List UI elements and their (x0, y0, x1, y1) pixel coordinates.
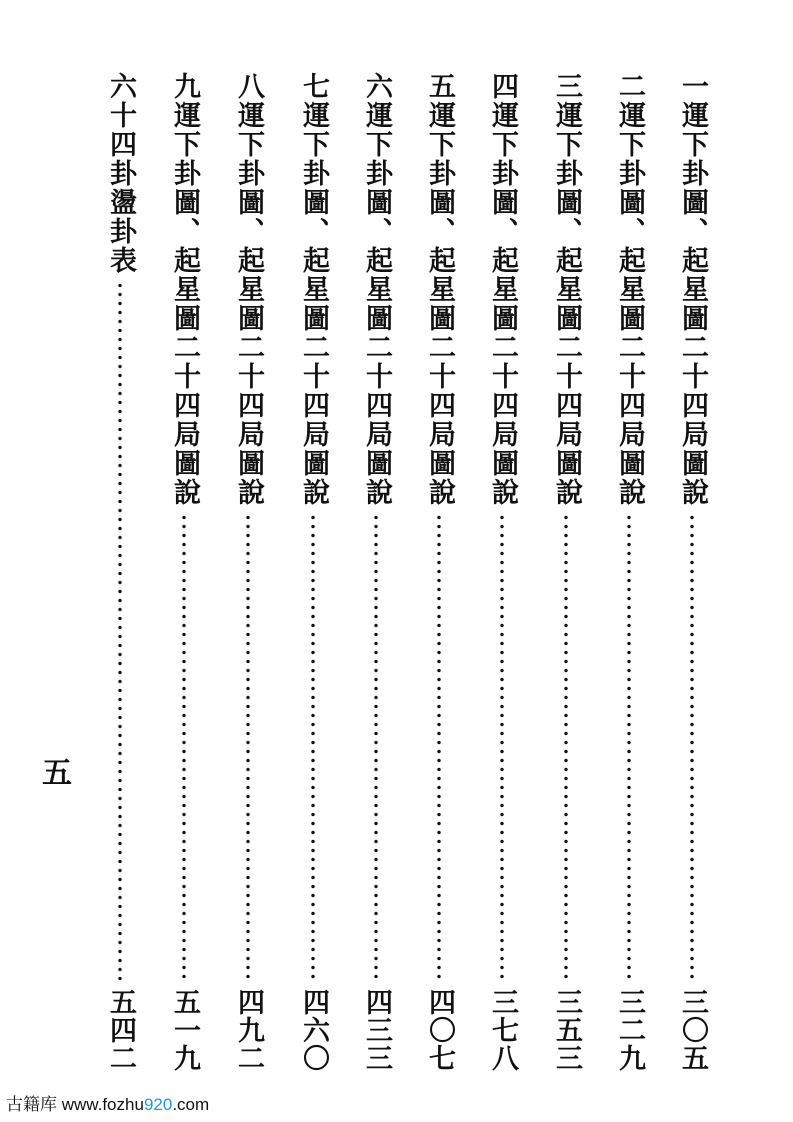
entry-page-number: 五四二 (105, 988, 136, 1072)
entry-title: 四運下卦圖、起星圖二十四局圖說 (487, 72, 518, 507)
toc-entry[interactable] (674, 72, 710, 1072)
leader-dots (181, 513, 187, 982)
entry-title: 八運下卦圖、起星圖二十四局圖說 (233, 72, 264, 507)
entry-title: 七運下卦圖、起星圖二十四局圖說 (298, 72, 329, 507)
entry-page-number: 三七八 (487, 988, 518, 1072)
entry-title: 六十四卦盪卦表 (105, 72, 136, 275)
leader-dots (436, 513, 442, 982)
page-folio-number: 五 (42, 756, 72, 791)
toc-entry[interactable] (102, 72, 138, 1072)
toc-entry[interactable] (358, 72, 394, 1072)
entry-title: 六運下卦圖、起星圖二十四局圖說 (361, 72, 392, 507)
entry-page-number: 三〇五 (677, 988, 708, 1072)
site-watermark (6, 1090, 209, 1115)
entry-page-number: 四九二 (233, 988, 264, 1072)
entry-page-number: 四六〇 (298, 988, 329, 1072)
toc-entry[interactable] (230, 72, 266, 1072)
toc-entry[interactable] (295, 72, 331, 1072)
leader-dots (563, 513, 569, 982)
leader-dots (626, 513, 632, 982)
entry-title: 九運下卦圖、起星圖二十四局圖說 (169, 72, 200, 507)
watermark-suffix: .com (172, 1095, 210, 1114)
leader-dots (689, 513, 695, 982)
leader-dots (117, 281, 123, 982)
entry-page-number: 三二九 (614, 988, 645, 1072)
leader-dots (310, 513, 316, 982)
leader-dots (373, 513, 379, 982)
toc-entry[interactable] (421, 72, 457, 1072)
leader-dots (499, 513, 505, 982)
toc-entry[interactable] (611, 72, 647, 1072)
watermark-prefix: 古籍库 www.fozhu (6, 1095, 144, 1114)
toc-entry[interactable] (548, 72, 584, 1072)
watermark-highlight: 920 (143, 1095, 173, 1114)
entry-title: 二運下卦圖、起星圖二十四局圖說 (614, 72, 645, 507)
toc-entry[interactable] (484, 72, 520, 1072)
entry-title: 三運下卦圖、起星圖二十四局圖說 (551, 72, 582, 507)
toc-entry[interactable] (166, 72, 202, 1072)
leader-dots (245, 513, 251, 982)
entry-page-number: 五一九 (169, 988, 200, 1072)
entry-title: 一運下卦圖、起星圖二十四局圖說 (677, 72, 708, 507)
entry-title: 五運下卦圖、起星圖二十四局圖說 (424, 72, 455, 507)
entry-page-number: 四〇七 (424, 988, 455, 1072)
entry-page-number: 四三三 (361, 988, 392, 1072)
entry-page-number: 三五三 (551, 988, 582, 1072)
